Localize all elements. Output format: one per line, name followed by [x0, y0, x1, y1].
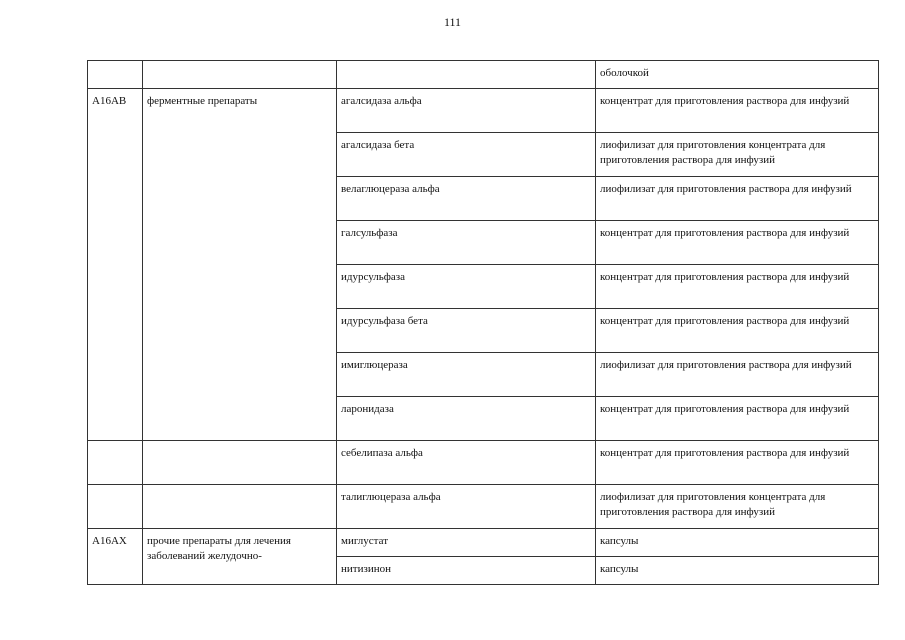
atc-code-cell — [88, 485, 143, 529]
drug-name-cell: талиглюцераза альфа — [337, 485, 596, 529]
atc-code-cell: A16AB — [88, 89, 143, 441]
drug-name-cell: идурсульфаза бета — [337, 309, 596, 353]
table-row — [88, 441, 879, 485]
drug-name-cell: имиглюцераза — [337, 353, 596, 397]
group-cell — [143, 61, 337, 89]
drug-name-cell: велаглюцераза альфа — [337, 177, 596, 221]
drug-name-cell: агалсидаза альфа — [337, 89, 596, 133]
table-row — [88, 529, 879, 557]
drug-table — [87, 60, 879, 585]
table-row — [88, 89, 879, 133]
dosage-form-cell: капсулы — [596, 529, 879, 557]
atc-code-cell: A16AX — [88, 529, 143, 585]
drug-name-cell: нитизинон — [337, 557, 596, 585]
table-row — [88, 61, 879, 89]
dosage-form-cell: оболочкой — [596, 61, 879, 89]
drug-name-cell: галсульфаза — [337, 221, 596, 265]
group-cell — [143, 441, 337, 485]
dosage-form-cell: концентрат для приготовления раствора для инфузий — [596, 89, 879, 133]
dosage-form-cell: концентрат для приготовления раствора для инфузий — [596, 397, 879, 441]
drug-name-cell: миглустат — [337, 529, 596, 557]
dosage-form-cell: капсулы — [596, 557, 879, 585]
group-cell — [143, 485, 337, 529]
dosage-form-cell: концентрат для приготовления раствора для инфузий — [596, 265, 879, 309]
drug-name-cell: идурсульфаза — [337, 265, 596, 309]
dosage-form-cell: лиофилизат для приготовления раствора для инфузий — [596, 353, 879, 397]
drug-name-cell: ларонидаза — [337, 397, 596, 441]
page-number: 111 — [443, 15, 462, 29]
dosage-form-cell: лиофилизат для приготовления концентрата для приготовления раствора для инфузий — [596, 133, 879, 177]
group-cell: ферментные препараты — [143, 89, 337, 441]
drug-name-cell — [337, 61, 596, 89]
drug-name-cell: себелипаза альфа — [337, 441, 596, 485]
dosage-form-cell: концентрат для приготовления раствора для инфузий — [596, 309, 879, 353]
dosage-form-cell: лиофилизат для приготовления концентрата для приготовления раствора для инфузий — [596, 485, 879, 529]
atc-code-cell — [88, 61, 143, 89]
table-row — [88, 485, 879, 529]
dosage-form-cell: концентрат для приготовления раствора для инфузий — [596, 441, 879, 485]
dosage-form-cell: лиофилизат для приготовления раствора для инфузий — [596, 177, 879, 221]
group-cell: прочие препараты для лечения заболеваний желудочно- — [143, 529, 337, 585]
atc-code-cell — [88, 441, 143, 485]
dosage-form-cell: концентрат для приготовления раствора для инфузий — [596, 221, 879, 265]
drug-name-cell: агалсидаза бета — [337, 133, 596, 177]
